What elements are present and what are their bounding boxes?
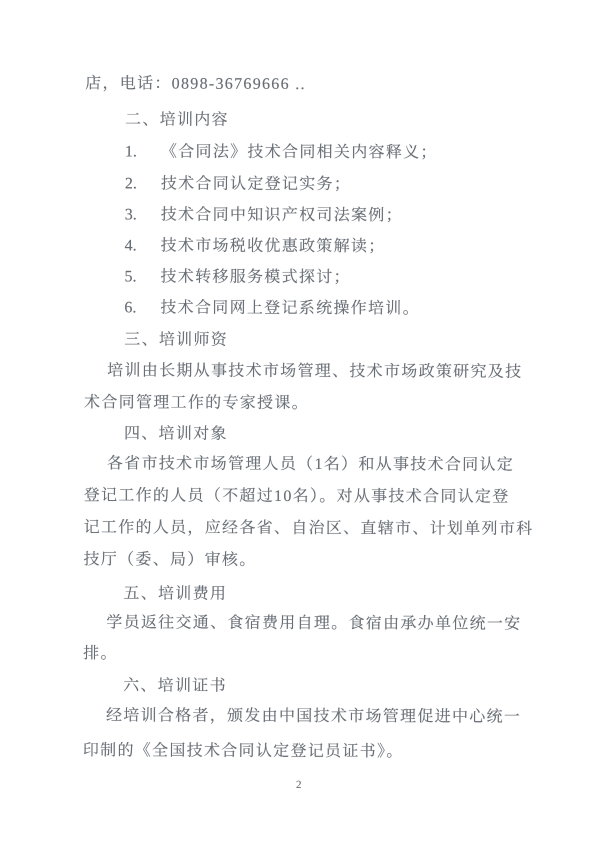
section-heading-fees: 五、培训费用 xyxy=(123,585,228,603)
list-item-number: 5. xyxy=(124,268,137,286)
paragraph-line: 记工作的人员，应经各省、自治区、直辖市、计划单列市科 xyxy=(83,519,534,538)
paragraph-line: 培训由长期从事技术市场管理、技术市场政策研究及技 xyxy=(107,362,523,381)
list-item-number: 1. xyxy=(124,143,137,161)
list-item xyxy=(125,142,438,163)
list-item-text: 《合同法》技术合同相关内容释义； xyxy=(160,143,438,162)
paragraph-line: 印制的《全国技术合同认定登记员证书》。 xyxy=(82,742,404,761)
list-item xyxy=(124,298,420,319)
list-item xyxy=(125,205,403,226)
list-item-number: 6. xyxy=(124,299,137,317)
list-item-number: 2. xyxy=(124,175,137,193)
list-item xyxy=(125,174,351,195)
paragraph-line: 登记工作的人员（不超过10名）。对从事技术合同认定登 xyxy=(83,487,510,506)
list-item-number: 4. xyxy=(124,237,137,255)
list-item-text: 技术合同认定登记实务； xyxy=(160,175,352,194)
paragraph-line: 技厅（委、局）审核。 xyxy=(83,551,257,569)
paragraph-line: 学员返往交通、食宿费用自理。食宿由承办单位统一安 xyxy=(106,614,522,633)
page-number: 2 xyxy=(295,778,302,792)
paragraph-line: 各省市技术市场管理人员（1名）和从事技术合同认定 xyxy=(106,455,515,474)
list-item-number: 3. xyxy=(124,206,137,224)
contact-phone-line: 店，电话：0898-36769666 .. xyxy=(85,75,306,94)
list-item xyxy=(125,236,386,257)
section-heading-instructors: 三、培训师资 xyxy=(124,331,229,349)
paragraph-line: 术合同管理工作的专家授课。 xyxy=(84,394,310,413)
paragraph-line: 排。 xyxy=(83,645,118,663)
section-heading-certificate: 六、培训证书 xyxy=(123,677,227,695)
list-item xyxy=(124,267,350,288)
paragraph-line: 经培训合格者，颁发由中国技术市场管理促进中心统一 xyxy=(105,707,522,726)
list-item-text: 技术转移服务模式探讨； xyxy=(160,268,351,287)
section-heading-training-content: 二、培训内容 xyxy=(125,111,229,129)
section-heading-trainees: 四、培训对象 xyxy=(123,425,228,443)
list-item-text: 技术合同网上登记系统操作培训。 xyxy=(160,299,420,318)
list-item-text: 技术合同中知识产权司法案例； xyxy=(160,206,403,225)
list-item-text: 技术市场税收优惠政策解读； xyxy=(160,237,386,256)
